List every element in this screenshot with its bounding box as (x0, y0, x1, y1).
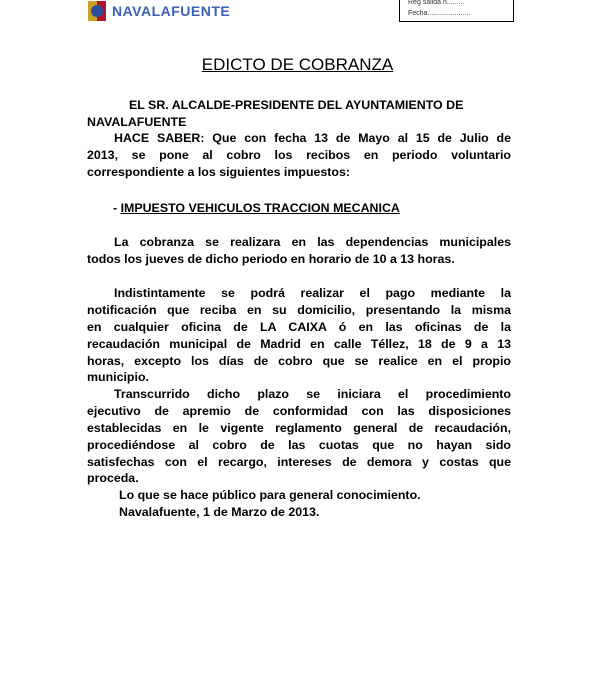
tax-list-item: - IMPUESTO VEHICULOS TRACCION MECANICA (113, 201, 400, 215)
document-title: EDICTO DE COBRANZA (201, 55, 394, 74)
paragraph-line: procediéndose al cobro de las cuotas que no hayan sido (87, 438, 511, 452)
paragraph-line: 2013, se pone al cobro los recibos en periodo voluntario (87, 148, 511, 162)
paragraph-line: correspondiente a los siguientes impuestos: (87, 165, 351, 179)
paragraph-line: recaudación municipal de Madrid en calle Téllez, 18 de 9 a 13 (87, 337, 511, 351)
org-name: NAVALAFUENTE (112, 3, 231, 19)
registry-number-line: Reg salida n......... (408, 0, 465, 6)
coat-of-arms-icon (88, 1, 106, 21)
paragraph-line: satisfechas con el recargo, intereses de demora y costas que (87, 455, 511, 469)
paragraph-line: ejecutivo de apremio de conformidad con las disposiciones (87, 404, 511, 418)
paragraph-line: todos los jueves de dicho periodo en horario de 10 a 13 horas. (87, 252, 455, 266)
paragraph-line: HACE SABER: Que con fecha 13 de Mayo al 15 de Julio de (114, 131, 511, 145)
heading-line: EL SR. ALCALDE-PRESIDENTE DEL AYUNTAMIENTO DE (129, 98, 464, 112)
paragraph-line: en cualquier oficina de LA CAIXA ó en las oficinas de la (87, 320, 511, 334)
tax-item-label: IMPUESTO VEHICULOS TRACCION MECANICA (120, 201, 400, 215)
paragraph-line: proceda. (87, 471, 139, 485)
closing-statement: Lo que se hace público para general conocimiento. (119, 488, 421, 502)
heading-line: NAVALAFUENTE (87, 115, 187, 129)
municipal-logo (88, 0, 230, 22)
paragraph-line: municipio. (87, 370, 149, 384)
place-and-date: Navalafuente, 1 de Marzo de 2013. (119, 505, 320, 519)
paragraph-line: horas, excepto los días de cobro que se realice en el propio (87, 354, 511, 368)
paragraph-line: establecidas en le vigente reglamento general de recaudación, (87, 421, 511, 435)
registry-date-line: Fecha...................... (408, 10, 471, 17)
paragraph-line: notificación que reciba en su domicilio, presentando la misma (87, 303, 511, 317)
paragraph-line: La cobranza se realizara en las dependencias municipales (114, 235, 511, 249)
paragraph-line: Indistintamente se podrá realizar el pago mediante la (114, 286, 511, 300)
paragraph-line: Transcurrido dicho plazo se iniciara el procedimiento (114, 387, 511, 401)
registry-stamp-box (399, 0, 514, 22)
